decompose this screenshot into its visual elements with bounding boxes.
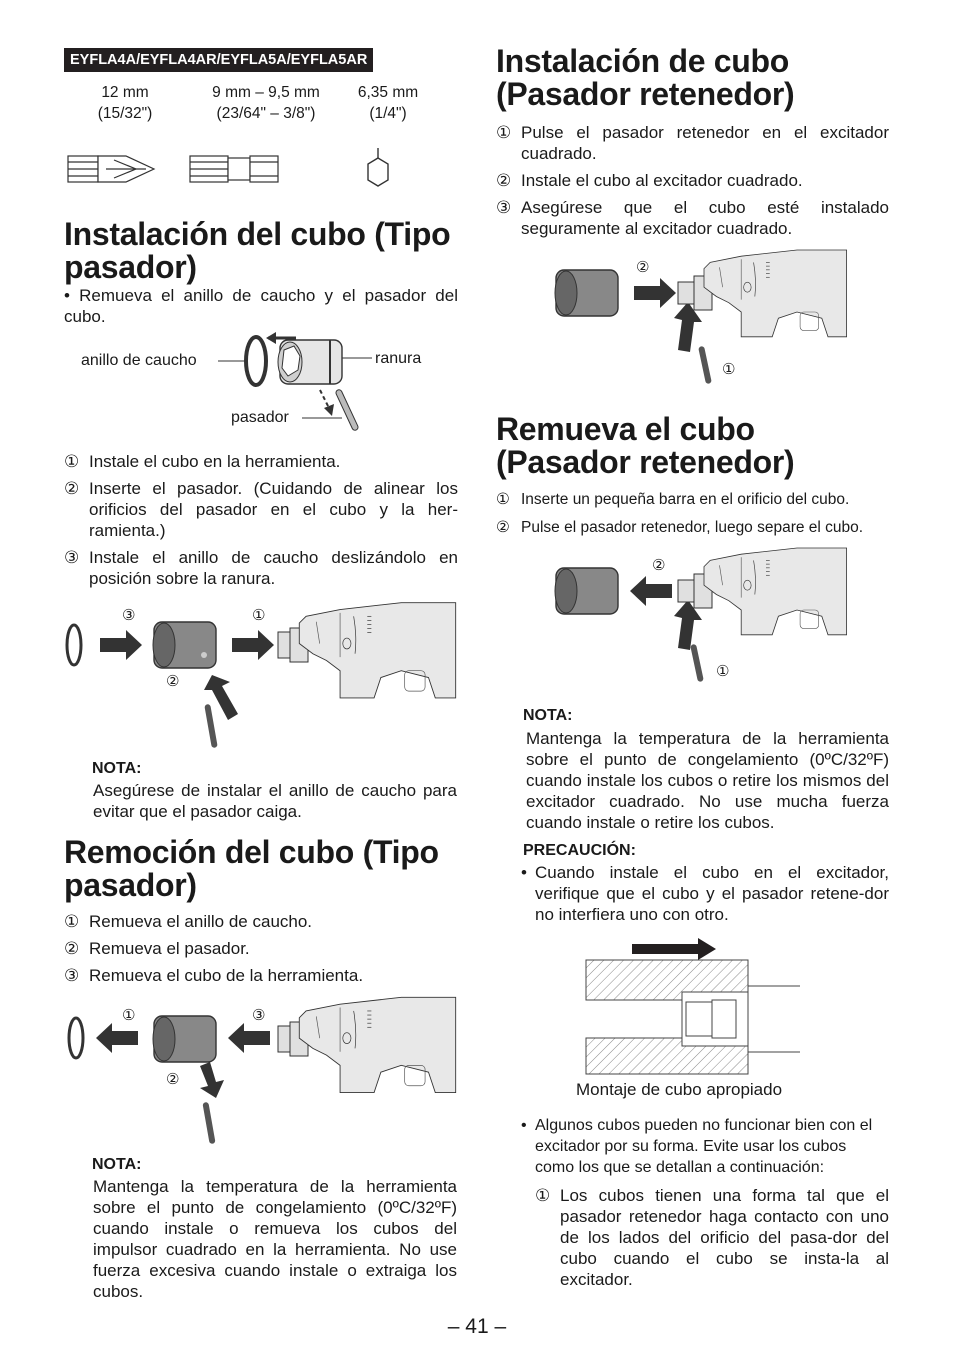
install-step-1 [64, 451, 458, 472]
arrow-left-icon [228, 1023, 270, 1053]
bit-spec-2-metric: 9 mm – 9,5 mm [212, 84, 320, 101]
retainer-install-step-3-num: ③ [496, 198, 512, 217]
incompatible-step-1-num: ① [535, 1186, 551, 1205]
retainer-remove-step-1-text: Inserte un pequeña barra en el orificio del cubo. [521, 491, 850, 508]
retainer-install-step-1-text: Pulse el pasador retenedor en el excitador cuadrado. [521, 123, 889, 163]
bit-spec-3-imperial: (1/4") [369, 105, 407, 122]
arrow-down-icon [200, 1062, 224, 1098]
fig1-marker-3: ③ [122, 607, 136, 624]
model-badge: EYFLA4A/EYFLA4AR/EYFLA5A/EYFLA5AR [64, 48, 373, 72]
arrow-right-icon [634, 278, 676, 308]
install-steps [64, 451, 458, 589]
retainer-remove-step-2-text: Pulse el pasador retenedor, luego separe el cubo. [521, 519, 864, 536]
retainer-remove-step-2-num: ② [496, 519, 510, 536]
install-step-3-num: ③ [64, 548, 80, 567]
rubber-ring-icon [67, 625, 81, 665]
retainer-install-step-3-text: Asegúrese que el cubo esté instalado seguramente al excitador cuadrado. [521, 198, 889, 238]
bit-spec-1-metric: 12 mm [101, 84, 149, 101]
remove-step-1-num: ① [64, 912, 80, 931]
retainer-pin-icon [698, 346, 712, 384]
remove-step-3-text: Remueva el cubo de la herramienta. [89, 966, 364, 985]
retainer-pin-icon [690, 644, 704, 682]
install-step-3-text: Instale el anillo de caucho deslizándolo en posición sobre la ranura. [89, 548, 458, 588]
install-step-1-num: ① [64, 452, 80, 471]
fig4-marker-2: ② [652, 557, 666, 574]
retainer-install-step-1 [496, 122, 889, 164]
retainer-remove-figure [554, 548, 854, 683]
bit-spec-1 [80, 82, 170, 124]
bit-spec-3-metric: 6,35 mm [357, 84, 419, 101]
bit-spec-2-imperial: (23/64" – 3/8") [216, 105, 316, 122]
hex-bit-icon [190, 156, 278, 182]
hexagon-icon [368, 148, 388, 186]
remove-step-1-text: Remueva el anillo de caucho. [89, 912, 313, 931]
note2-text: Mantenga la temperatura de la herramienta sobre el punto de congelamiento (0ºC/32ºF) cuando instale o remueva los cubos del impulsor cuadrado en la herramienta. No use fuerza excesiva cuando instale o extraiga los cubos. [93, 1177, 457, 1301]
bit-icons [66, 148, 396, 192]
install-step-2 [64, 478, 458, 541]
retainer-install-step-3 [496, 197, 889, 239]
socket-icon [278, 340, 342, 384]
bit-spec-1-imperial: (15/32") [97, 105, 153, 122]
arrow-left-icon [96, 1023, 138, 1053]
install-step-2-num: ② [64, 479, 80, 498]
note1-text: Asegúrese de instalar el anillo de caucho para evitar que el pasador caiga. [93, 781, 457, 821]
incompatible-step-1 [535, 1185, 889, 1290]
retainer-install-figure [554, 250, 854, 385]
remove-step-2-text: Remueva el pasador. [89, 939, 250, 958]
install-step-2-text: Inserte el pasador. (Cuidando de alinear los orificios del pasador en el cubo y la her-ramienta.) [89, 479, 458, 540]
arrow-right-icon [100, 630, 142, 660]
note3-title: NOTA: [523, 707, 573, 724]
section-title-install-pin-type: Instalación del cubo (Tipo pasador) [64, 216, 451, 285]
intro-remove-ring: • Remueva el anillo de caucho y el pasador del cubo. [64, 286, 458, 326]
label-pin: pasador [231, 409, 289, 426]
note3-text: Mantenga la temperatura de la herramienta sobre el punto de congelamiento (0ºC/32ºF) cuando instale los cubos o retire los mismos del excitador cuadrado. No use mucha fuerza cuando instale o retire los cubos. [526, 729, 889, 832]
fig1-marker-2: ② [166, 673, 180, 690]
fig3-marker-1: ① [722, 361, 736, 378]
retainer-install-step-2-text: Instale el cubo al excitador cuadrado. [521, 171, 803, 190]
retainer-install-step-2 [496, 170, 889, 191]
retainer-install-step-2-num: ② [496, 171, 512, 190]
fig2-marker-1: ① [122, 1007, 136, 1024]
fig4-marker-1: ① [716, 663, 730, 680]
note2-title: NOTA: [92, 1156, 142, 1173]
pin-icon [202, 1102, 215, 1144]
proper-mounting-diagram [586, 938, 800, 1078]
rubber-ring-icon [246, 337, 266, 385]
page-number: – 41 – [447, 1315, 507, 1338]
caution-text: Cuando instale el cubo en el excitador, verifique que el cubo y el pasador retene-dor no interfiera uno con otro. [535, 863, 889, 924]
fig3-marker-2: ② [636, 259, 650, 276]
incompatible-step-1-text: Los cubos tienen una forma tal que el pasador retenedor haga contacto con uno de los lados del orificio del pasa-dor del cubo cuando el cubo se insta-la al excitador. [560, 1186, 889, 1289]
bit-spec-3 [344, 82, 432, 124]
retainer-remove-step-2 [496, 517, 889, 538]
incompatible-text: Algunos cubos pueden no funcionar bien con el excitador por su forma. Evite usar los cubos como los que se detallan a continuación: [535, 1117, 873, 1176]
install-step-1-text: Instale el cubo en la herramienta. [89, 452, 341, 471]
caution-bullet: • Cuando instale el cubo en el excitador, verifique que el cubo y el pasador retene-dor no interfiera uno con otro. [521, 863, 889, 924]
incompatible-bullet: • Algunos cubos pueden no funcionar bien con el excitador por su forma. Evite usar los cubos como los que se detallan a continuación: [521, 1115, 889, 1178]
diagram-caption: Montaje de cubo apropiado [576, 1080, 783, 1099]
remove-step-2-num: ② [64, 939, 80, 958]
fig2-marker-3: ③ [252, 1007, 266, 1024]
fig2-marker-2: ② [166, 1071, 180, 1088]
remove-step-3 [64, 965, 458, 986]
install-step-3 [64, 547, 458, 589]
retainer-install-step-1-num: ① [496, 123, 512, 142]
caution-title: PRECAUCIÓN: [523, 842, 636, 859]
arrow-right-icon [632, 938, 716, 960]
remove-step-3-num: ③ [64, 966, 80, 985]
section-title-remove-pin-type: Remoción del cubo (Tipo pasador) [64, 834, 439, 903]
section-title-remove-retainer: Remueva el cubo (Pasador retenedor) [496, 411, 795, 480]
bit-spec-2 [190, 82, 342, 124]
pin-icon [335, 389, 359, 431]
retainer-install-steps [496, 122, 889, 239]
note1-title: NOTA: [92, 760, 142, 777]
retainer-remove-steps [496, 489, 889, 538]
label-groove: ranura [375, 350, 422, 367]
remove-steps [64, 911, 458, 986]
retainer-remove-step-1-num: ① [496, 491, 510, 508]
remove-step-2 [64, 938, 458, 959]
section-title-install-retainer: Instalación de cubo (Pasador retenedor) [496, 43, 795, 112]
pin-icon [204, 704, 218, 748]
arrow-right-icon [232, 630, 274, 660]
retainer-remove-step-1 [496, 489, 889, 510]
rubber-ring-icon [69, 1018, 83, 1058]
phillips-bit-icon [68, 156, 154, 182]
remove-step-1 [64, 911, 458, 932]
arrow-left-icon [630, 576, 672, 606]
fig1-marker-1: ① [252, 607, 266, 624]
label-rubber-ring: anillo de caucho [81, 352, 197, 369]
